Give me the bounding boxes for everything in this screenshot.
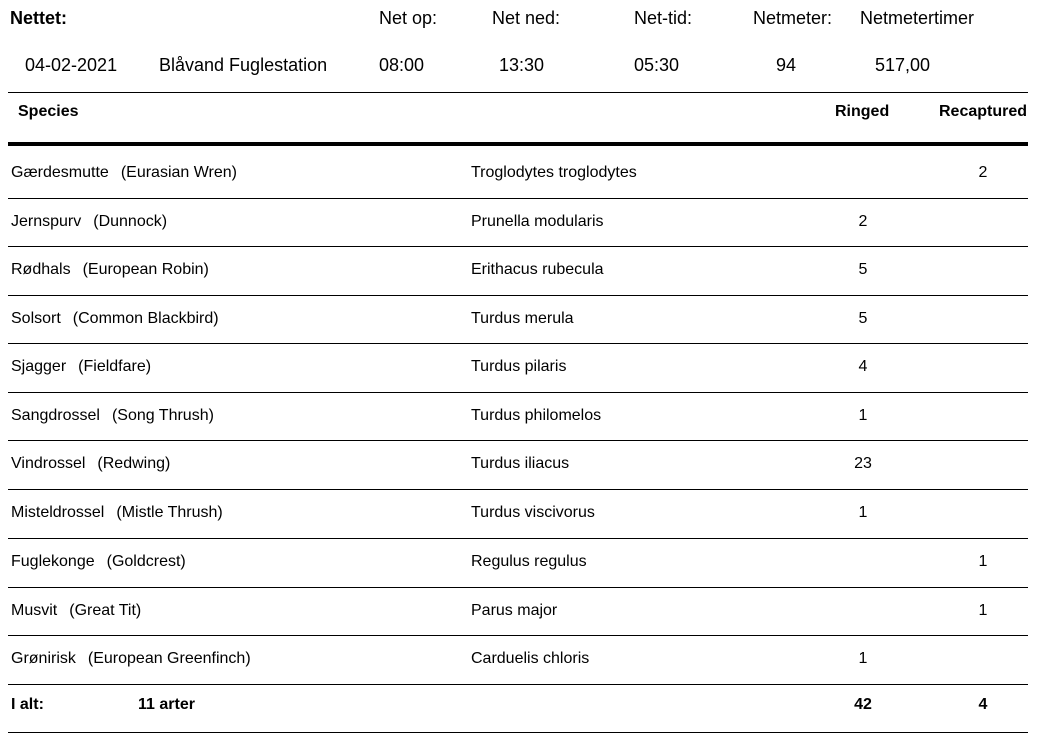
species-name (11, 650, 251, 668)
table-row (8, 199, 1028, 247)
danish-name: Misteldrossel (11, 504, 105, 521)
table-row (8, 490, 1028, 538)
net-location: Blåvand Fuglestation (159, 55, 328, 75)
ringed-count: 1 (858, 504, 868, 521)
ringed-count: 5 (858, 261, 868, 278)
ringed-count: 2 (858, 213, 868, 230)
table-header-divider (8, 142, 1028, 146)
net-date: 04-02-2021 (25, 55, 118, 75)
ringed-count: 23 (854, 455, 872, 472)
species-name (11, 553, 186, 571)
net-title: Nettet: (10, 8, 67, 28)
english-name: (Fieldfare) (78, 358, 152, 375)
english-name: (Great Tit) (69, 602, 142, 619)
danish-name: Grønirisk (11, 650, 76, 667)
latin-name: Parus major (471, 602, 558, 619)
danish-name: Sangdrossel (11, 407, 100, 424)
english-name: (European Robin) (82, 261, 209, 278)
species-name (11, 455, 170, 473)
latin-name: Turdus pilaris (471, 358, 567, 375)
danish-name: Rødhals (11, 261, 71, 278)
column-header-recaptured: Recaptured (939, 103, 1028, 120)
english-name: (Eurasian Wren) (120, 164, 237, 181)
total-row (8, 686, 1028, 726)
net-meters-value: 94 (776, 55, 797, 75)
table-row (8, 150, 1028, 198)
total-recaptured: 4 (978, 696, 988, 713)
english-name: (European Greenfinch) (87, 650, 251, 667)
danish-name: Gærdesmutte (11, 164, 109, 181)
species-name (11, 213, 167, 231)
table-row (8, 393, 1028, 441)
net-down-value: 13:30 (499, 55, 545, 75)
recaptured-count: 1 (978, 553, 988, 570)
latin-name: Troglodytes troglodytes (471, 164, 637, 181)
english-name: (Redwing) (97, 455, 171, 472)
english-name: (Dunnock) (93, 213, 168, 230)
danish-name: Fuglekonge (11, 553, 95, 570)
english-name: (Common Blackbird) (72, 310, 219, 327)
danish-name: Solsort (11, 310, 61, 327)
danish-name: Sjagger (11, 358, 67, 375)
ringed-count: 5 (858, 310, 868, 327)
total-species-count: 11 arter (138, 696, 195, 713)
table-row (8, 296, 1028, 344)
species-name (11, 310, 219, 328)
column-header-species: Species (18, 103, 79, 120)
ringed-count: 1 (858, 650, 868, 667)
net-down-label: Net ned: (492, 8, 561, 28)
latin-name: Turdus philomelos (471, 407, 602, 424)
table-row (8, 344, 1028, 392)
header-divider (8, 92, 1028, 93)
table-row (8, 539, 1028, 587)
latin-name: Turdus viscivorus (471, 504, 595, 521)
net-meters-label: Netmeter: (753, 8, 833, 28)
net-meter-hours-label: Netmetertimer (860, 8, 975, 28)
danish-name: Musvit (11, 602, 58, 619)
table-row (8, 441, 1028, 489)
recaptured-count: 2 (978, 164, 988, 181)
species-name (11, 164, 237, 182)
table-row (8, 636, 1028, 684)
danish-name: Jernspurv (11, 213, 82, 230)
net-meter-hours-value: 517,00 (875, 55, 931, 75)
table-row (8, 588, 1028, 636)
species-name (11, 407, 214, 425)
table-row (8, 247, 1028, 295)
english-name: (Mistle Thrush) (116, 504, 223, 521)
row-divider (8, 684, 1028, 685)
english-name: (Goldcrest) (106, 553, 186, 570)
ringed-count: 4 (858, 358, 868, 375)
net-up-label: Net op: (379, 8, 438, 28)
species-name (11, 504, 223, 522)
latin-name: Carduelis chloris (471, 650, 590, 667)
species-name (11, 602, 141, 620)
net-up-value: 08:00 (379, 55, 425, 75)
species-name (11, 261, 209, 279)
total-label: I alt: (11, 696, 44, 713)
total-ringed: 42 (854, 696, 872, 713)
net-time-label: Net-tid: (634, 8, 693, 28)
recaptured-count: 1 (978, 602, 988, 619)
latin-name: Erithacus rubecula (471, 261, 604, 278)
danish-name: Vindrossel (11, 455, 86, 472)
ringed-count: 1 (858, 407, 868, 424)
latin-name: Prunella modularis (471, 213, 604, 230)
species-name (11, 358, 151, 376)
column-header-ringed: Ringed (835, 103, 890, 120)
latin-name: Turdus merula (471, 310, 574, 327)
table-bottom-divider (8, 732, 1028, 733)
latin-name: Turdus iliacus (471, 455, 570, 472)
english-name: (Song Thrush) (111, 407, 214, 424)
net-time-value: 05:30 (634, 55, 680, 75)
latin-name: Regulus regulus (471, 553, 587, 570)
